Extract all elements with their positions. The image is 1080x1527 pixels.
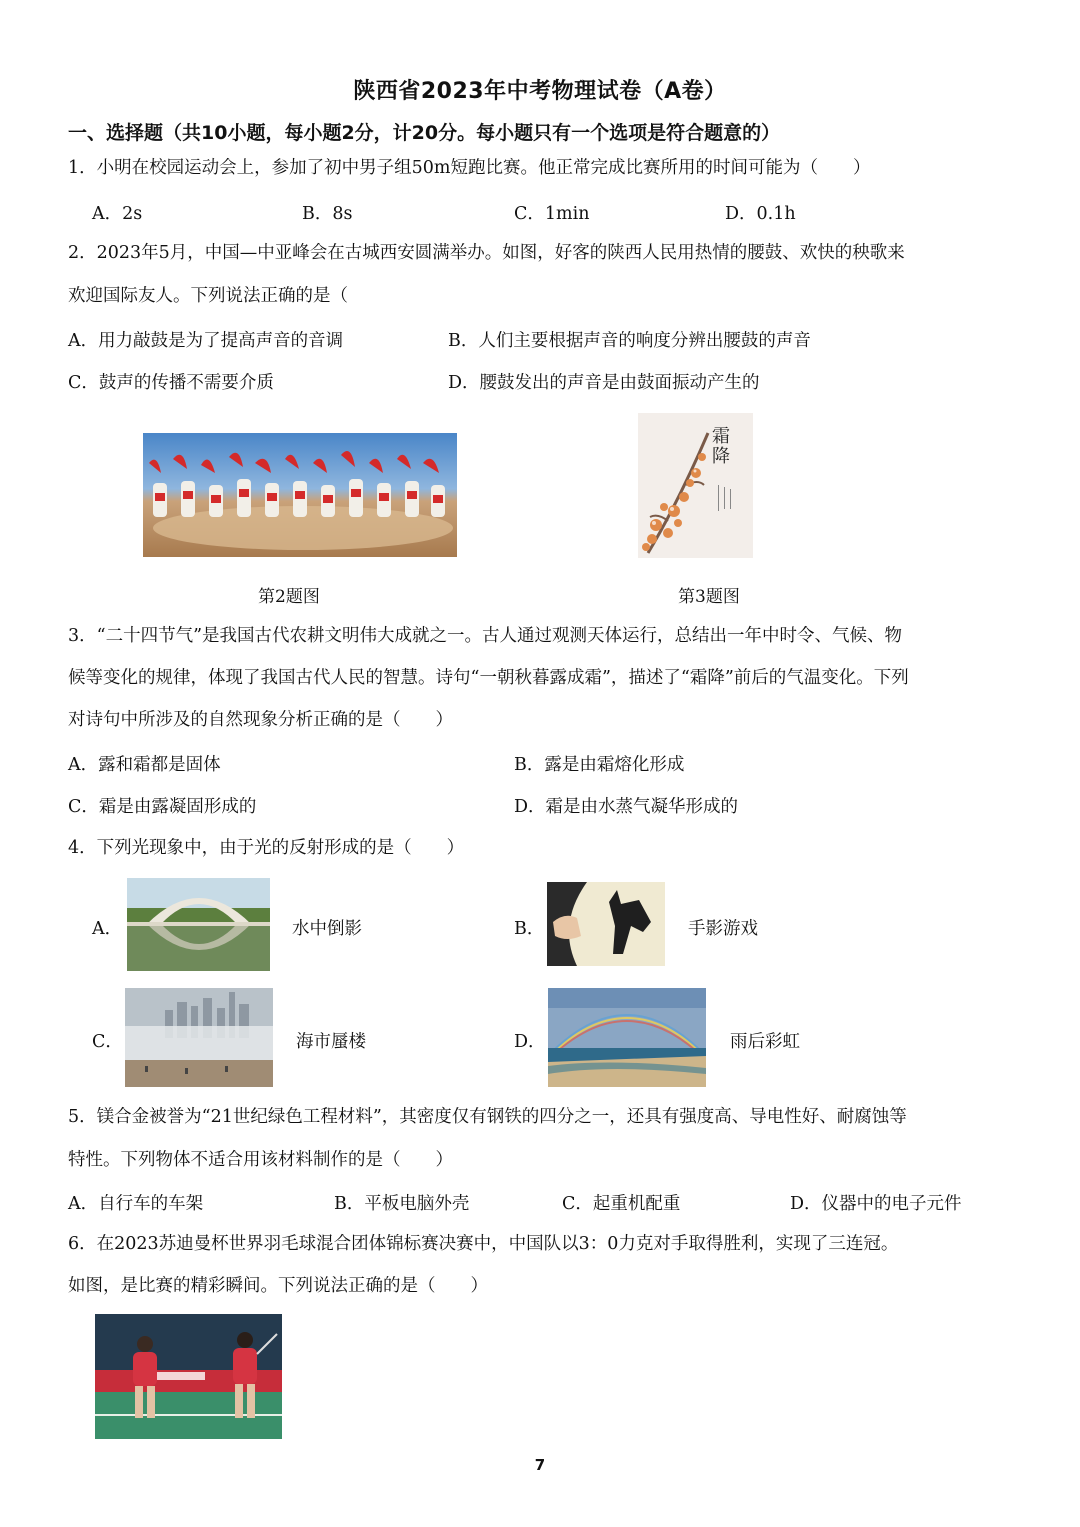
q4-mirage-photo <box>125 988 273 1087</box>
q5-option-c: C．起重机配重 <box>562 1194 681 1214</box>
q3-option-c: C．霜是由露凝固形成的 <box>68 797 257 817</box>
figure-2-drum-dance-photo <box>143 433 457 557</box>
q1-option-a: A．2s <box>92 204 143 224</box>
q5-option-b: B．平板电脑外壳 <box>334 1194 470 1214</box>
q4-option-c-label: C． <box>92 1032 123 1052</box>
q4-option-a-caption: 水中倒影 <box>292 919 362 939</box>
q1-option-c: C．1min <box>514 204 590 224</box>
question-3-line-1: 3．“二十四节气”是我国古代农耕文明伟大成就之一。古人通过观测天体运行，总结出一年中时令、气候、物 <box>68 626 903 646</box>
question-5-line-2: 特性。下列物体不适合用该材料制作的是（ ） <box>68 1150 453 1170</box>
q2-option-c: C．鼓声的传播不需要介质 <box>68 373 274 393</box>
question-6-line-1: 6．在2023苏迪曼杯世界羽毛球混合团体锦标赛决赛中，中国队以3：0力克对手取得胜利，实现了三连冠。 <box>68 1234 899 1254</box>
q4-hand-shadow-photo <box>547 882 665 966</box>
question-4-text: 4．下列光现象中，由于光的反射形成的是（ ） <box>68 838 465 858</box>
q1-option-b: B．8s <box>302 204 353 224</box>
q3-option-d: D．霜是由水蒸气凝华形成的 <box>514 797 739 817</box>
question-2-line-2: 欢迎国际友人。下列说法正确的是（ <box>68 286 348 306</box>
q4-bridge-reflection-photo <box>127 878 270 971</box>
figure-3-caption: 第3题图 <box>678 587 740 607</box>
figure-2-caption: 第2题图 <box>258 587 320 607</box>
poster-frost-calligraphy: 霜降 <box>712 426 730 467</box>
q4-option-a-label: A． <box>92 919 123 939</box>
question-3-line-2: 候等变化的规律，体现了我国古代人民的智慧。诗句“一朝秋暮露成霜”，描述了“霜降”前后的气温变化。下列 <box>68 668 909 688</box>
q5-option-a: A．自行车的车架 <box>68 1194 204 1214</box>
q2-option-b: B．人们主要根据声音的响度分辨出腰鼓的声音 <box>448 331 811 351</box>
page-number: 7 <box>534 1456 546 1474</box>
question-2-line-1: 2．2023年5月，中国—中亚峰会在古城西安圆满举办。如图，好客的陕西人民用热情的腰鼓、欢快的秧歌来 <box>68 243 905 263</box>
q3-option-a: A．露和霜都是固体 <box>68 755 221 775</box>
question-5-line-1: 5．镁合金被誉为“21世纪绿色工程材料”，其密度仅有钢铁的四分之一，还具有强度高、导电性好、耐腐蚀等 <box>68 1107 907 1127</box>
q3-option-b: B．露是由霜熔化形成 <box>514 755 685 775</box>
q2-option-d: D．腰鼓发出的声音是由鼓面振动产生的 <box>448 373 760 393</box>
q4-option-b-caption: 手影游戏 <box>688 919 758 939</box>
q1-option-d: D．0.1h <box>725 204 796 224</box>
section-heading: 一、选择题（共10小题，每小题2分，计20分。每小题只有一个选项是符合题意的） <box>68 122 781 144</box>
q4-option-c-caption: 海市蜃楼 <box>296 1032 366 1052</box>
question-6-line-2: 如图，是比赛的精彩瞬间。下列说法正确的是（ ） <box>68 1276 488 1296</box>
q6-badminton-photo <box>95 1314 282 1439</box>
question-3-line-3: 对诗句中所涉及的自然现象分析正确的是（ ） <box>68 710 453 730</box>
figure-3-frost-poster <box>638 413 753 558</box>
exam-title: 陕西省2023年中考物理试卷（A卷） <box>353 79 727 104</box>
q5-option-d: D．仪器中的电子元件 <box>790 1194 962 1214</box>
q4-option-d-caption: 雨后彩虹 <box>730 1032 800 1052</box>
q4-option-b-label: B． <box>514 919 545 939</box>
q4-rainbow-photo <box>548 988 706 1087</box>
question-1-text: 1．小明在校园运动会上，参加了初中男子组50m短跑比赛。他正常完成比赛所用的时间可能为（ ） <box>68 158 871 178</box>
q4-option-d-label: D． <box>514 1032 546 1052</box>
q2-option-a: A．用力敲鼓是为了提高声音的音调 <box>68 331 344 351</box>
